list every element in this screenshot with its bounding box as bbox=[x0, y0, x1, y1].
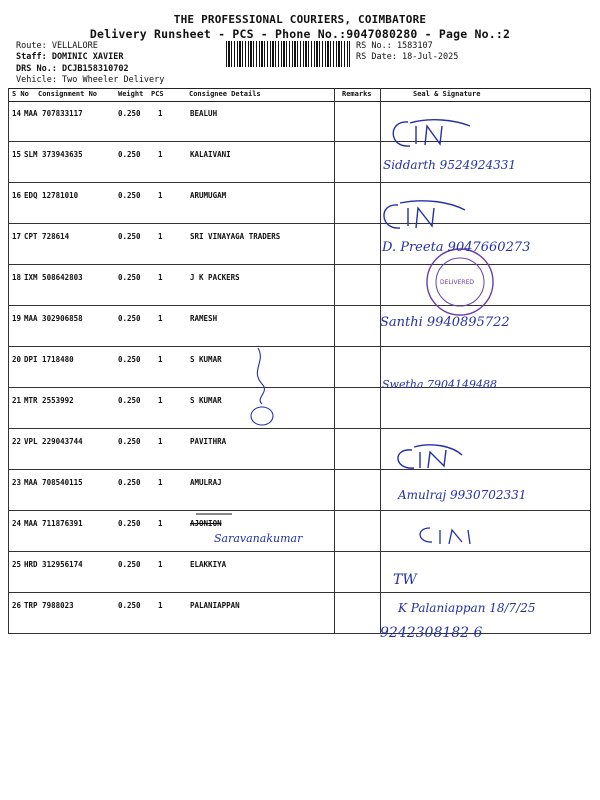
row-weight: 0.250 bbox=[118, 519, 141, 528]
row-consignment-no: CPT 728614 bbox=[24, 232, 70, 241]
row-weight: 0.250 bbox=[118, 232, 141, 241]
row-weight: 0.250 bbox=[118, 560, 141, 569]
row-sno: 15 bbox=[12, 150, 22, 159]
handwritten-initials-25: TW bbox=[393, 572, 417, 588]
row-weight: 0.250 bbox=[118, 396, 141, 405]
row-pcs: 1 bbox=[158, 519, 163, 528]
row-consignee: AJONION bbox=[190, 519, 222, 528]
vehicle-label: Vehicle: Two Wheeler Delivery bbox=[16, 75, 165, 85]
row-weight: 0.250 bbox=[118, 273, 141, 282]
row-pcs: 1 bbox=[158, 314, 163, 323]
row-sno: 19 bbox=[12, 314, 22, 323]
row-consignee: KALAIVANI bbox=[190, 150, 231, 159]
row-consignment-no: SLM 373943635 bbox=[24, 150, 83, 159]
row-consignment-no: MAA 708540115 bbox=[24, 478, 83, 487]
row-weight: 0.250 bbox=[118, 109, 141, 118]
row-weight: 0.250 bbox=[118, 150, 141, 159]
row-consignee: BEALUH bbox=[190, 109, 218, 118]
col-consignee: Consignee Details bbox=[189, 90, 261, 98]
row-consignment-no: TRP 7988023 bbox=[24, 601, 74, 610]
handwritten-signature-21: Swetha 7904149488 bbox=[382, 378, 498, 391]
drs-number: DRS No.: DCJB158310702 bbox=[16, 64, 129, 74]
handwritten-signature-19: Santhi 9940895722 bbox=[380, 315, 510, 330]
handwritten-signature-23: Amulraj 9930702331 bbox=[398, 488, 527, 502]
initials-scribble-22 bbox=[398, 445, 462, 468]
row-consignment-no: HRD 312956174 bbox=[24, 560, 83, 569]
initials-scribble-24 bbox=[420, 528, 470, 544]
row-consignment-no: EDQ 12781010 bbox=[24, 191, 79, 200]
row-sno: 22 bbox=[12, 437, 22, 446]
col-remarks: Remarks bbox=[342, 90, 372, 98]
row-consignee: S KUMAR bbox=[190, 396, 222, 405]
handwritten-name-24: Saravanakumar bbox=[214, 532, 303, 545]
row-pcs: 1 bbox=[158, 191, 163, 200]
row-sno: 23 bbox=[12, 478, 22, 487]
row-consignment-no: MTR 2553992 bbox=[24, 396, 74, 405]
rs-number: RS No.: 1583107 bbox=[356, 41, 433, 51]
row-weight: 0.250 bbox=[118, 601, 141, 610]
stamp-text: DELIVERED bbox=[440, 279, 474, 286]
row-consignment-no: VPL 229043744 bbox=[24, 437, 83, 446]
company-title: THE PROFESSIONAL COURIERS, COIMBATORE bbox=[173, 13, 427, 26]
col-sno: S No bbox=[12, 90, 29, 98]
row-weight: 0.250 bbox=[118, 437, 141, 446]
row-consignee: J K PACKERS bbox=[190, 273, 240, 282]
row-consignee: S KUMAR bbox=[190, 355, 222, 364]
col-seal-signature: Seal & Signature bbox=[413, 90, 481, 98]
row-pcs: 1 bbox=[158, 560, 163, 569]
row-consignee: RAMESH bbox=[190, 314, 218, 323]
row-pcs: 1 bbox=[158, 437, 163, 446]
col-consignment: Consignment No bbox=[38, 90, 98, 98]
row-sno: 16 bbox=[12, 191, 22, 200]
row-pcs: 1 bbox=[158, 232, 163, 241]
row-pcs: 1 bbox=[158, 355, 163, 364]
handwritten-signature-26: K Palaniappan 18/7/25 bbox=[398, 601, 536, 615]
staff-label: Staff: DOMINIC XAVIER bbox=[16, 52, 124, 62]
row-weight: 0.250 bbox=[118, 355, 141, 364]
circled-mark bbox=[251, 407, 273, 425]
handwritten-signature-15: Siddarth 9524924331 bbox=[383, 158, 517, 172]
row-sno: 21 bbox=[12, 396, 22, 405]
row-weight: 0.250 bbox=[118, 191, 141, 200]
row-pcs: 1 bbox=[158, 396, 163, 405]
row-pcs: 1 bbox=[158, 601, 163, 610]
row-sno: 26 bbox=[12, 601, 22, 610]
handwritten-phone-26: 9242308182 6 bbox=[380, 625, 483, 641]
route-label: Route: VELLALORE bbox=[16, 41, 98, 51]
runsheet-subtitle: Delivery Runsheet - PCS - Phone No.:9047080280 - Page No.:2 bbox=[89, 27, 511, 41]
row-consignee: AMULRAJ bbox=[190, 478, 222, 487]
row-sno: 24 bbox=[12, 519, 22, 528]
row-sno: 18 bbox=[12, 273, 22, 282]
handwritten-signature-17: D. Preeta 9047660273 bbox=[382, 240, 531, 255]
col-weight: Weight bbox=[118, 90, 144, 98]
row-pcs: 1 bbox=[158, 273, 163, 282]
row-consignee: ARUMUGAM bbox=[190, 191, 227, 200]
row-sno: 25 bbox=[12, 560, 22, 569]
row-pcs: 1 bbox=[158, 150, 163, 159]
row-consignee: ELAKKIYA bbox=[190, 560, 227, 569]
row-consignee: SRI VINAYAGA TRADERS bbox=[190, 232, 281, 241]
col-pcs: PCS bbox=[151, 90, 164, 98]
row-consignment-no: DPI 1718480 bbox=[24, 355, 74, 364]
row-pcs: 1 bbox=[158, 109, 163, 118]
row-sno: 20 bbox=[12, 355, 22, 364]
row-sno: 14 bbox=[12, 109, 22, 118]
row-consignee: PAVITHRA bbox=[190, 437, 227, 446]
initials-scribble-16 bbox=[384, 201, 465, 228]
row-consignment-no: MAA 707833117 bbox=[24, 109, 83, 118]
check-mark-scribble bbox=[257, 348, 264, 404]
row-consignee: PALANIAPPAN bbox=[190, 601, 240, 610]
row-consignment-no: MAA 302906858 bbox=[24, 314, 83, 323]
row-pcs: 1 bbox=[158, 478, 163, 487]
row-consignment-no: MAA 711876391 bbox=[24, 519, 83, 528]
row-weight: 0.250 bbox=[118, 314, 141, 323]
initials-scribble-14 bbox=[393, 120, 470, 146]
row-consignment-no: IXM 508642803 bbox=[24, 273, 83, 282]
row-sno: 17 bbox=[12, 232, 22, 241]
rs-date: RS Date: 18-Jul-2025 bbox=[356, 52, 459, 62]
row-weight: 0.250 bbox=[118, 478, 141, 487]
